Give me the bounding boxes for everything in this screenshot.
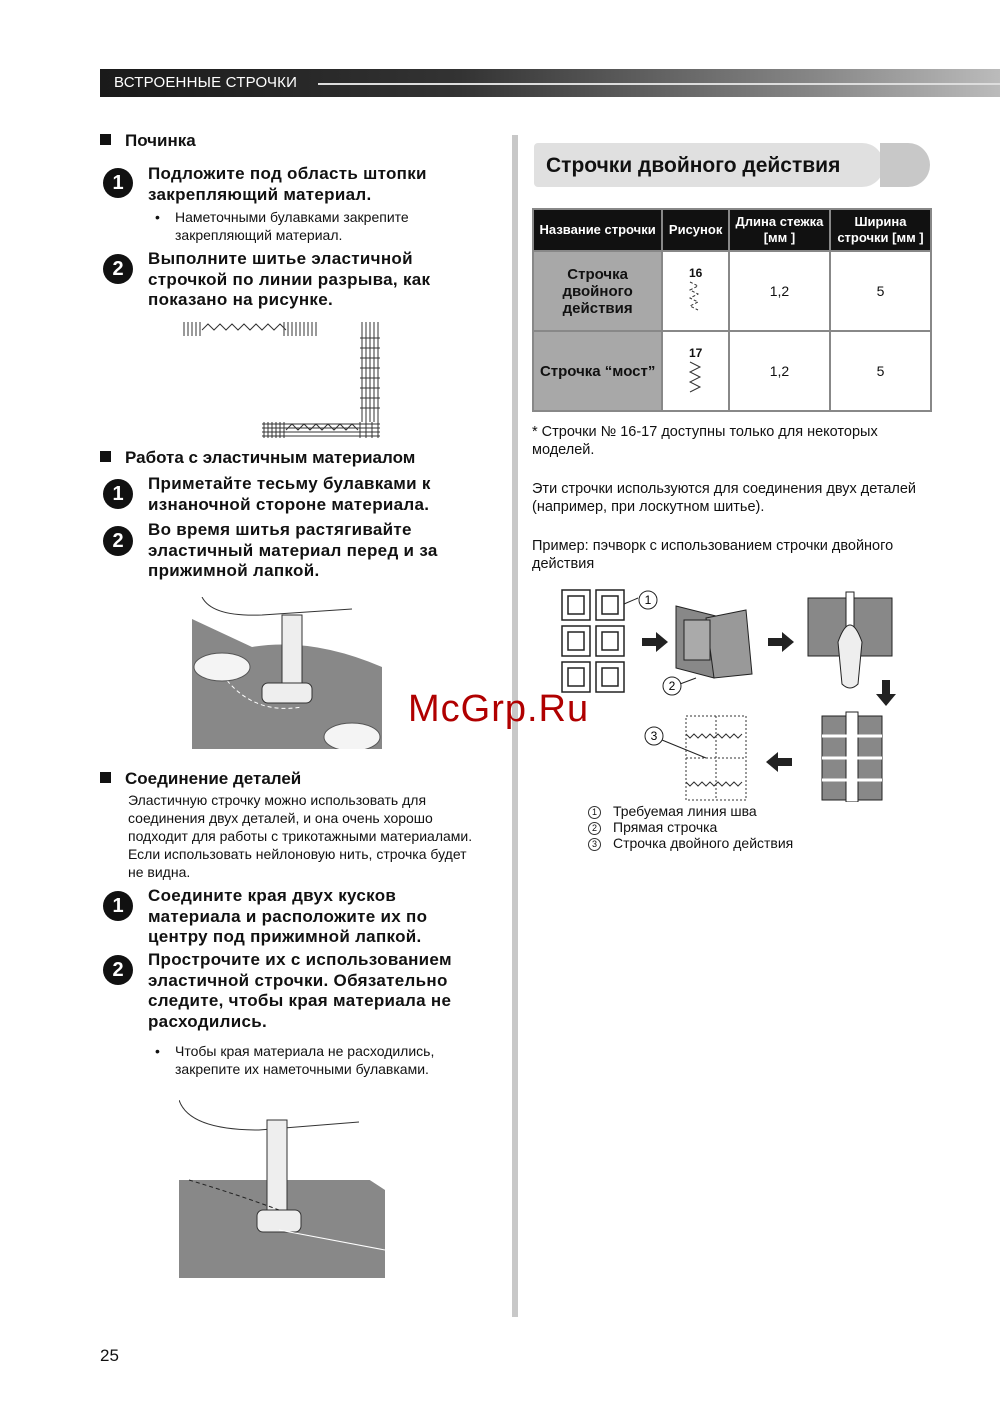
step-badge-2: 2	[103, 526, 133, 556]
table-header: Ширина строчки [мм ]	[830, 209, 931, 251]
table-header: Длина стежка [мм ]	[729, 209, 830, 251]
stitch-table	[532, 208, 932, 412]
step-badge-1: 1	[103, 168, 133, 198]
bullet-note: • Чтобы края материала не расходились, закрепите их наметочными булавками.	[155, 1043, 435, 1077]
section-body-text: Эластичную строчку можно использовать для соединения двух деталей, и она очень хорошо подходит для работы с трикотажными материалами. Если использовать нейлоновую нить, строчка будет не видна.	[128, 792, 473, 880]
step-badge-2: 2	[103, 254, 133, 284]
legend-number: 3	[588, 838, 601, 851]
table-row	[533, 331, 931, 411]
step-badge-1: 1	[103, 479, 133, 509]
step-text: Прострочите их с использованием эластичной строчки. Обязательно следите, чтобы края материала не расходились.	[148, 950, 452, 1031]
section-title: Работа с эластичным материалом	[125, 448, 416, 467]
stitch-pattern	[662, 331, 729, 411]
bullet-text: Чтобы края материала не расходились, закрепите их наметочными булавками.	[175, 1043, 435, 1077]
stitch-name: Строчка “мост”	[533, 331, 662, 411]
watermark: McGrp.Ru	[408, 688, 590, 730]
stitch-number: 16	[688, 265, 703, 280]
step-text: Соедините края двух кусков материала и расположите их по центру под прижимной лапкой.	[148, 886, 428, 946]
sewing-elastic-illustration	[192, 597, 382, 749]
header-title: ВСТРОЕННЫЕ СТРОЧКИ	[114, 74, 298, 91]
table-header: Название строчки	[533, 209, 662, 251]
step-badge-2: 2	[103, 955, 133, 985]
legend-item	[588, 819, 717, 835]
patchwork-diagram	[556, 588, 900, 802]
legend-item	[588, 835, 793, 851]
sewing-joining-illustration	[179, 1100, 385, 1278]
iron-icon	[838, 625, 862, 688]
callout-1-label: 1	[644, 593, 652, 607]
title-pill-end	[880, 143, 930, 187]
stitch-pattern	[662, 251, 729, 331]
callout-3-label: 3	[650, 729, 658, 743]
stitch-number: 17	[688, 345, 703, 360]
arrow-right-icon	[768, 632, 794, 652]
stitch-length: 1,2	[729, 331, 830, 411]
step-badge-1: 1	[103, 891, 133, 921]
legend-item	[588, 803, 757, 819]
square-bullet-icon	[100, 451, 111, 462]
step-text: Во время шитья растягивайте эластичный материал перед и за прижимной лапкой.	[148, 520, 438, 580]
table-header-row	[533, 209, 931, 251]
footnote: * Строчки № 16-17 доступны только для некоторых моделей.	[532, 424, 878, 458]
callout-2-label: 2	[668, 679, 676, 693]
table-header: Рисунок	[662, 209, 729, 251]
darning-stitch-illustration	[180, 318, 386, 442]
section-heading-elastic	[100, 448, 415, 468]
table-row	[533, 251, 931, 331]
header-rule	[318, 83, 1000, 85]
bridge-stitch-icon	[686, 360, 706, 394]
section-title-double-action: Строчки двойного действия	[546, 154, 841, 177]
arrow-left-icon	[766, 752, 792, 772]
arrow-right-icon	[642, 632, 668, 652]
stitch-name: Строчка двойного действия	[533, 251, 662, 331]
legend-text: Требуемая линия шва	[613, 803, 757, 819]
paragraph: Пример: пэчворк с использованием строчки двойного действия	[532, 538, 894, 572]
legend-text: Строчка двойного действия	[613, 835, 794, 851]
section-heading-joining	[100, 769, 301, 789]
bullet-text: Наметочными булавками закрепите закрепляющий материал.	[175, 209, 409, 243]
square-bullet-icon	[100, 772, 111, 783]
stitch-width: 5	[830, 251, 931, 331]
page-number: 25	[100, 1346, 119, 1365]
section-title: Починка	[125, 131, 196, 150]
step-text: Приметайте тесьму булавками к изнаночной стороне материала.	[148, 474, 431, 514]
stitch-width: 5	[830, 331, 931, 411]
section-heading-repair	[100, 131, 196, 151]
paragraph: Эти строчки используются для соединения двух деталей (например, при лоскутном шитье).	[532, 481, 917, 515]
step-text: Выполните шитье эластичной строчкой по линии разрыва, как показано на рисунке.	[148, 249, 431, 309]
bullet-note: • Наметочными булавками закрепите закрепляющий материал.	[155, 209, 409, 243]
stitch-length: 1,2	[729, 251, 830, 331]
double-action-stitch-icon	[686, 280, 706, 314]
step-text: Подложите под область штопки закрепляющий материал.	[148, 164, 427, 204]
legend-number: 1	[588, 806, 601, 819]
section-title: Соединение деталей	[125, 769, 302, 788]
arrow-down-icon	[876, 680, 896, 706]
legend-number: 2	[588, 822, 601, 835]
square-bullet-icon	[100, 134, 111, 145]
legend-text: Прямая строчка	[613, 819, 718, 835]
